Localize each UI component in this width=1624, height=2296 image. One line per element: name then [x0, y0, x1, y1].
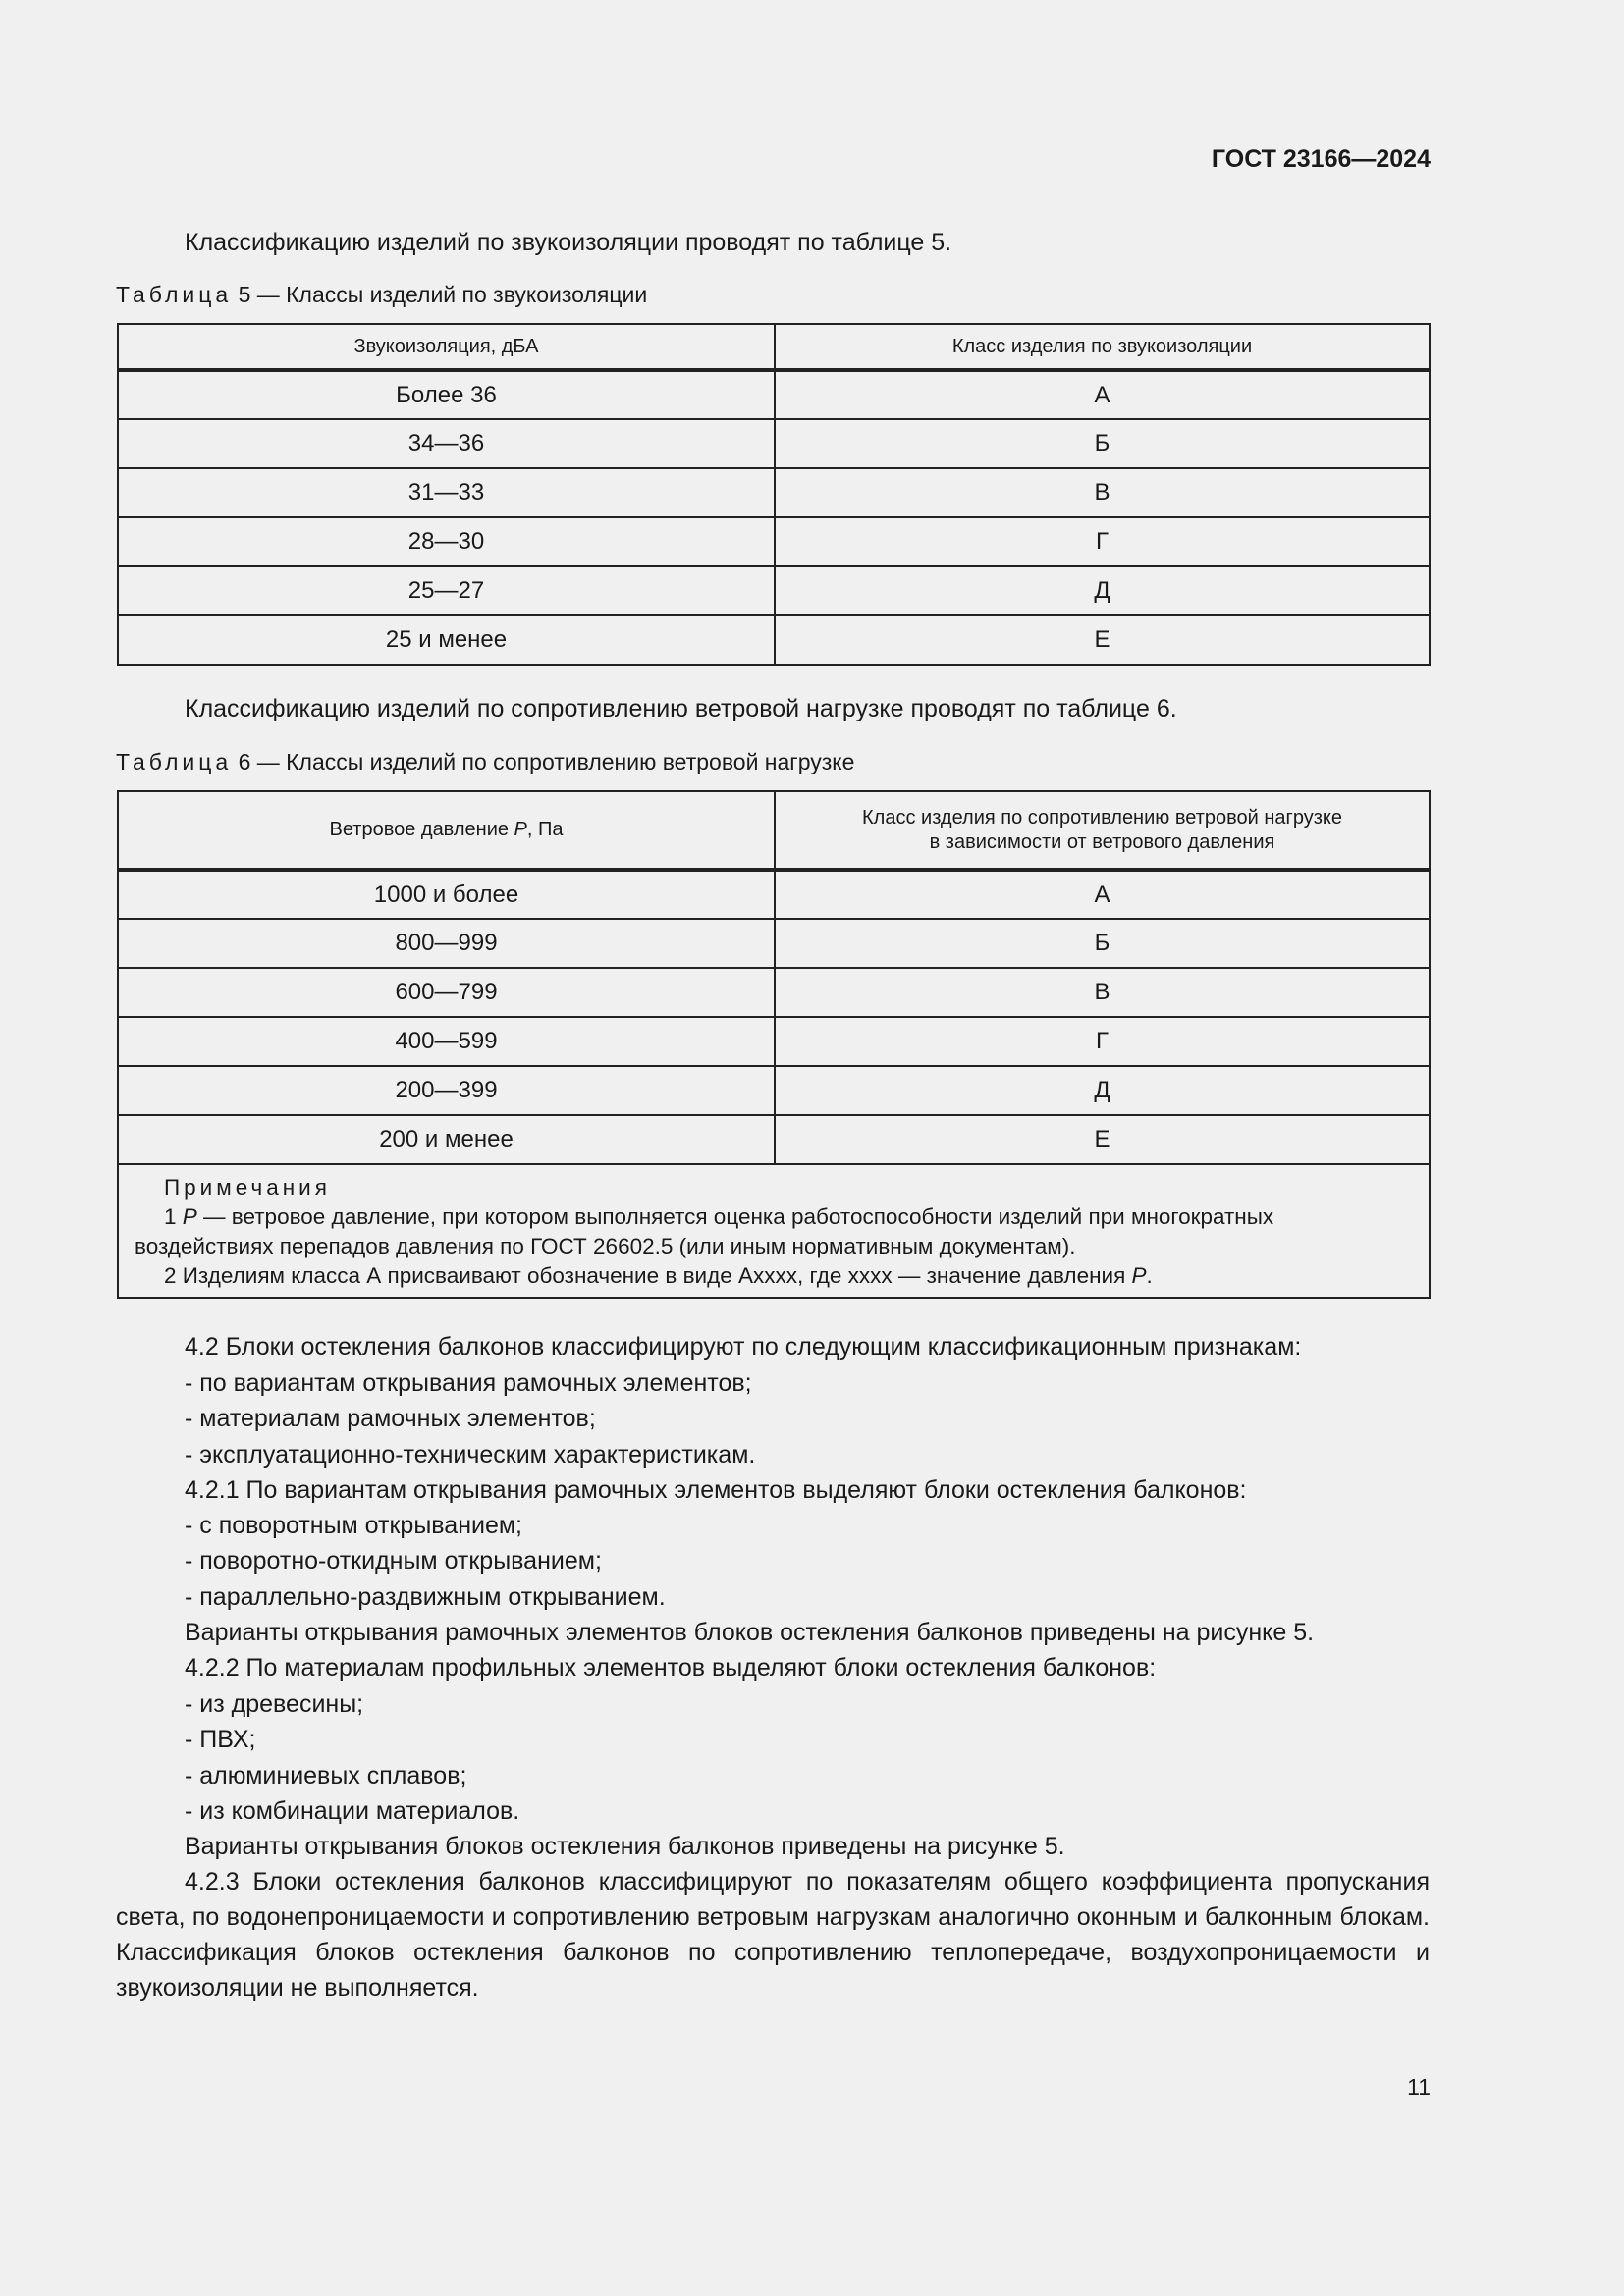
- table-cell: Г: [775, 517, 1430, 566]
- table-row: [118, 1066, 1430, 1115]
- caption-word: Таблица: [116, 749, 233, 774]
- header-unit: , Па: [526, 819, 564, 840]
- paragraph-4-2-2: 4.2.2 По материалам профильных элементов выделяют блоки остекления балконов:: [185, 1654, 1157, 1682]
- note-text: — ветровое давление, при котором выполняется оценка работоспособности изделий при многократных воздействиях перепадов давления по ГОСТ 26602.5 (или иным нормативным документам).: [135, 1204, 1274, 1258]
- paragraph-4-2-3: 4.2.3 Блоки остекления балконов классифицируют по показателям общего коэффициента пропускания света, по водонепроницаемости и сопротивлению ветровым нагрузкам аналогично оконным и балконным блокам. Классификация блоков остекления балконов по сопротивлению теплопередаче, воздухопроницаемости и звукоизоляции не выполняется.: [116, 1868, 1430, 2002]
- col-header: [775, 791, 1430, 870]
- note-number: 1: [164, 1204, 183, 1229]
- list-4-2-1: [185, 1508, 666, 1615]
- table-cell: 800—999: [118, 919, 775, 968]
- list-4-2: [185, 1365, 755, 1472]
- note-text: 2 Изделиям класса А присваивают обозначение в виде Аxxxx, где xxxx — значение давления: [164, 1263, 1132, 1288]
- table-cell: 1000 и более: [118, 870, 775, 919]
- table-cell: В: [775, 968, 1430, 1017]
- table5-intro: Классификацию изделий по звукоизоляции проводят по таблице 5.: [185, 229, 952, 256]
- table-cell: 34—36: [118, 419, 775, 468]
- list-item: - алюминиевых сплавов;: [185, 1761, 467, 1789]
- list-item: - по вариантам открывания рамочных элементов;: [185, 1369, 752, 1397]
- table-row: [118, 1017, 1430, 1066]
- list-4-2-2: [185, 1686, 519, 1829]
- table-row: [118, 517, 1430, 566]
- note-2: [135, 1261, 1415, 1291]
- list-item: - с поворотным открыванием;: [185, 1512, 523, 1539]
- table-cell: Б: [775, 919, 1430, 968]
- table-row: [118, 566, 1430, 615]
- caption-text: 5 — Классы изделий по звукоизоляции: [238, 282, 648, 307]
- paragraph-4-2-1: 4.2.1 По вариантам открывания рамочных элементов выделяют блоки остекления балконов:: [185, 1476, 1247, 1504]
- table-cell: Б: [775, 419, 1430, 468]
- header-line: Класс изделия по сопротивлению ветровой нагрузке: [862, 806, 1342, 828]
- table6-caption: [116, 749, 854, 775]
- page-number: 11: [1407, 2074, 1431, 2100]
- table-cell: 400—599: [118, 1017, 775, 1066]
- table6-intro: Классификацию изделий по сопротивлению ветровой нагрузке проводят по таблице 6.: [185, 695, 1177, 722]
- table-cell: 25—27: [118, 566, 775, 615]
- list-item: - параллельно-раздвижным открыванием.: [185, 1582, 666, 1611]
- caption-text: 6 — Классы изделий по сопротивлению ветровой нагрузке: [238, 749, 855, 774]
- table5-caption: [116, 282, 647, 308]
- table-cell: Е: [775, 1115, 1430, 1164]
- table-row: [118, 919, 1430, 968]
- table-row: [118, 419, 1430, 468]
- table-cell: Д: [775, 1066, 1430, 1115]
- col-header: Класс изделия по звукоизоляции: [775, 324, 1430, 370]
- table-notes-row: [118, 1164, 1430, 1298]
- table6: [117, 790, 1431, 1299]
- note-end: .: [1146, 1263, 1153, 1288]
- standard-number: ГОСТ 23166—2024: [1211, 145, 1431, 173]
- caption-word: Таблица: [116, 282, 233, 307]
- table-row: [118, 370, 1430, 419]
- header-var: P: [514, 819, 527, 840]
- list-item: - поворотно-откидным открыванием;: [185, 1547, 602, 1575]
- table-notes: [118, 1164, 1430, 1298]
- table-cell: Д: [775, 566, 1430, 615]
- note-var: P: [182, 1204, 197, 1229]
- paragraph-4-2-2-figure: Варианты открывания блоков остекления балконов приведены на рисунке 5.: [185, 1833, 1065, 1860]
- header-text: Ветровое давление: [329, 819, 514, 840]
- table-row: [118, 1115, 1430, 1164]
- table-row: [118, 870, 1430, 919]
- table-cell: Е: [775, 615, 1430, 665]
- table-header-row: [118, 324, 1430, 370]
- table-cell: 31—33: [118, 468, 775, 517]
- table-cell: А: [775, 870, 1430, 919]
- note-var: P: [1131, 1263, 1147, 1288]
- table-cell: В: [775, 468, 1430, 517]
- col-header: Звукоизоляция, дБА: [118, 324, 775, 370]
- table-cell: 25 и менее: [118, 615, 775, 665]
- table-row: [118, 468, 1430, 517]
- table-cell: А: [775, 370, 1430, 419]
- table-cell: 600—799: [118, 968, 775, 1017]
- table-header-row: [118, 791, 1430, 870]
- paragraph-4-2-1-figure: Варианты открывания рамочных элементов блоков остекления балконов приведены на рисунке 5.: [185, 1619, 1315, 1646]
- table-cell: 200—399: [118, 1066, 775, 1115]
- list-item: - ПВХ;: [185, 1726, 256, 1754]
- list-item: - материалам рамочных элементов;: [185, 1405, 596, 1433]
- note-1: [135, 1202, 1415, 1261]
- list-item: - из комбинации материалов.: [185, 1796, 520, 1825]
- table-cell: Более 36: [118, 370, 775, 419]
- notes-title: Примечания: [164, 1175, 331, 1200]
- table-cell: 28—30: [118, 517, 775, 566]
- list-item: - из древесины;: [185, 1690, 364, 1718]
- paragraph-4-2: 4.2 Блоки остекления балконов классифицируют по следующим классификационным признакам:: [185, 1333, 1302, 1361]
- table-cell: Г: [775, 1017, 1430, 1066]
- table-row: [118, 615, 1430, 665]
- list-item: - эксплуатационно-техническим характеристикам.: [185, 1440, 756, 1468]
- col-header: [118, 791, 775, 870]
- table-row: [118, 968, 1430, 1017]
- header-line: в зависимости от ветрового давления: [929, 830, 1275, 853]
- table-cell: 200 и менее: [118, 1115, 775, 1164]
- table5: [117, 323, 1431, 666]
